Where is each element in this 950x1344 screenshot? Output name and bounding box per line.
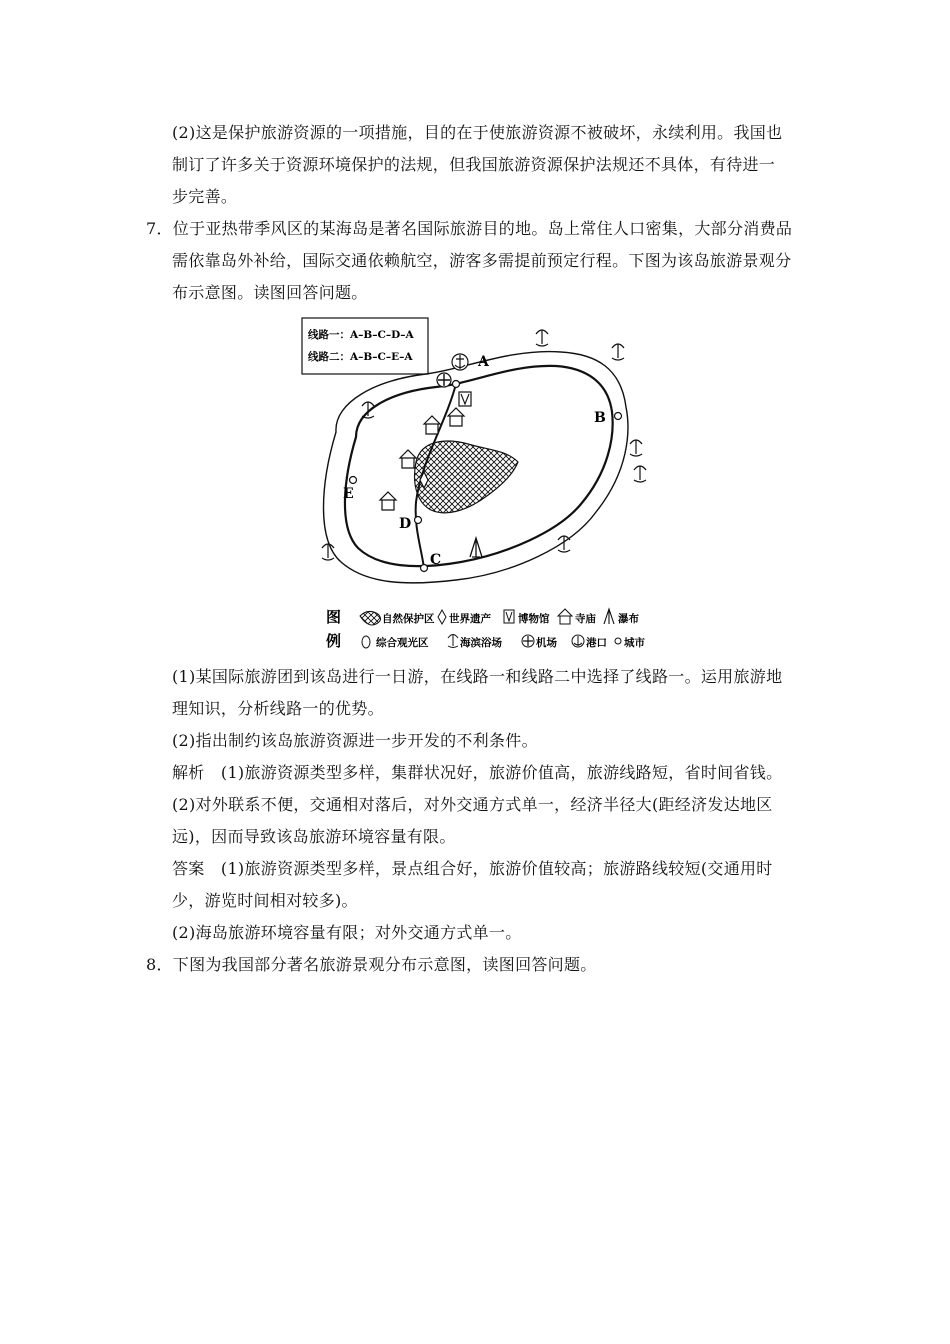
- text-line: (2)指出制约该岛旅游资源进一步开发的不利条件。: [172, 731, 538, 750]
- answer-line: (2)海岛旅游环境容量有限；对外交通方式单一。: [172, 923, 522, 942]
- text-line: 需依靠岛外补给，国际交通依赖航空，游客多需提前预定行程。下图为该岛旅游景观分: [172, 251, 792, 270]
- text-line: 制订了许多关于资源环境保护的法规，但我国旅游资源保护法规还不具体，有待进一: [172, 155, 776, 174]
- temple-icon: [400, 450, 416, 468]
- airport-icon: [437, 373, 451, 387]
- analysis-line: (2)对外联系不便，交通相对落后，对外交通方式单一，经济半径大(距经济发达地区: [172, 795, 773, 814]
- point-label-c: C: [430, 552, 442, 568]
- route-legend-box: [302, 318, 428, 374]
- text-line: 步完善。: [172, 187, 238, 206]
- temple-icon: [380, 492, 396, 510]
- answer-line: 答案 (1)旅游资源类型多样，景点组合好，旅游价值较高；旅游路线较短(交通用时: [172, 859, 773, 878]
- point-label-e: E: [343, 486, 354, 502]
- legend-world-heritage: 世界遗产: [449, 613, 491, 625]
- route-1-label: 线路一：A–B–C–D–A: [308, 329, 414, 341]
- nature-reserve-area: [415, 441, 518, 513]
- analysis-line: 解析 (1)旅游资源类型多样，集群状况好，旅游价值高，旅游线路短，省时间省钱。: [172, 763, 783, 782]
- text-line: 布示意图。读图回答问题。: [172, 283, 368, 302]
- analysis-line: 远)，因而导致该岛旅游环境容量有限。: [172, 827, 456, 846]
- text-line: (1)某国际旅游团到该岛进行一日游，在线路一和线路二中选择了线路一。运用旅游地: [172, 667, 783, 686]
- legend-title-1: 图: [326, 608, 342, 626]
- legend-title-2: 例: [326, 632, 342, 650]
- map-legend: [326, 608, 645, 650]
- legend-nature-reserve: 自然保护区: [382, 613, 435, 625]
- text-line: 理知识，分析线路一的优势。: [172, 699, 384, 718]
- legend-scenic-area: 综合观光区: [376, 637, 429, 649]
- museum-icon: [459, 392, 471, 406]
- legend-waterfall: 瀑布: [618, 613, 639, 625]
- legend-museum: 博物馆: [518, 613, 550, 625]
- island-tourism-map: [296, 312, 676, 657]
- question-8-line: 8．下图为我国部分著名旅游景观分布示意图，读图回答问题。: [146, 955, 597, 974]
- port-icon: [452, 354, 468, 370]
- temple-icon: [448, 408, 464, 426]
- waterfall-icon: [470, 538, 482, 557]
- legend-airport: 机场: [536, 637, 557, 649]
- legend-port: 港口: [586, 637, 607, 649]
- point-label-b: B: [594, 410, 606, 426]
- route-2-label: 线路二：A–B–C–E–A: [308, 351, 413, 363]
- question-7-line: 7．位于亚热带季风区的某海岛是著名国际旅游目的地。岛上常住人口密集，大部分消费品: [146, 219, 793, 238]
- point-label-a: A: [478, 354, 489, 370]
- temple-icon: [424, 416, 440, 434]
- answer-line: 少，游览时间相对较多)。: [172, 891, 358, 910]
- point-label-d: D: [399, 516, 412, 532]
- legend-temple: 寺庙: [575, 613, 596, 625]
- text-line: (2)这是保护旅游资源的一项措施，目的在于使旅游资源不被破坏，永续利用。我国也: [172, 123, 783, 142]
- legend-beach: 海滨浴场: [460, 637, 502, 649]
- legend-city: 城市: [624, 637, 645, 649]
